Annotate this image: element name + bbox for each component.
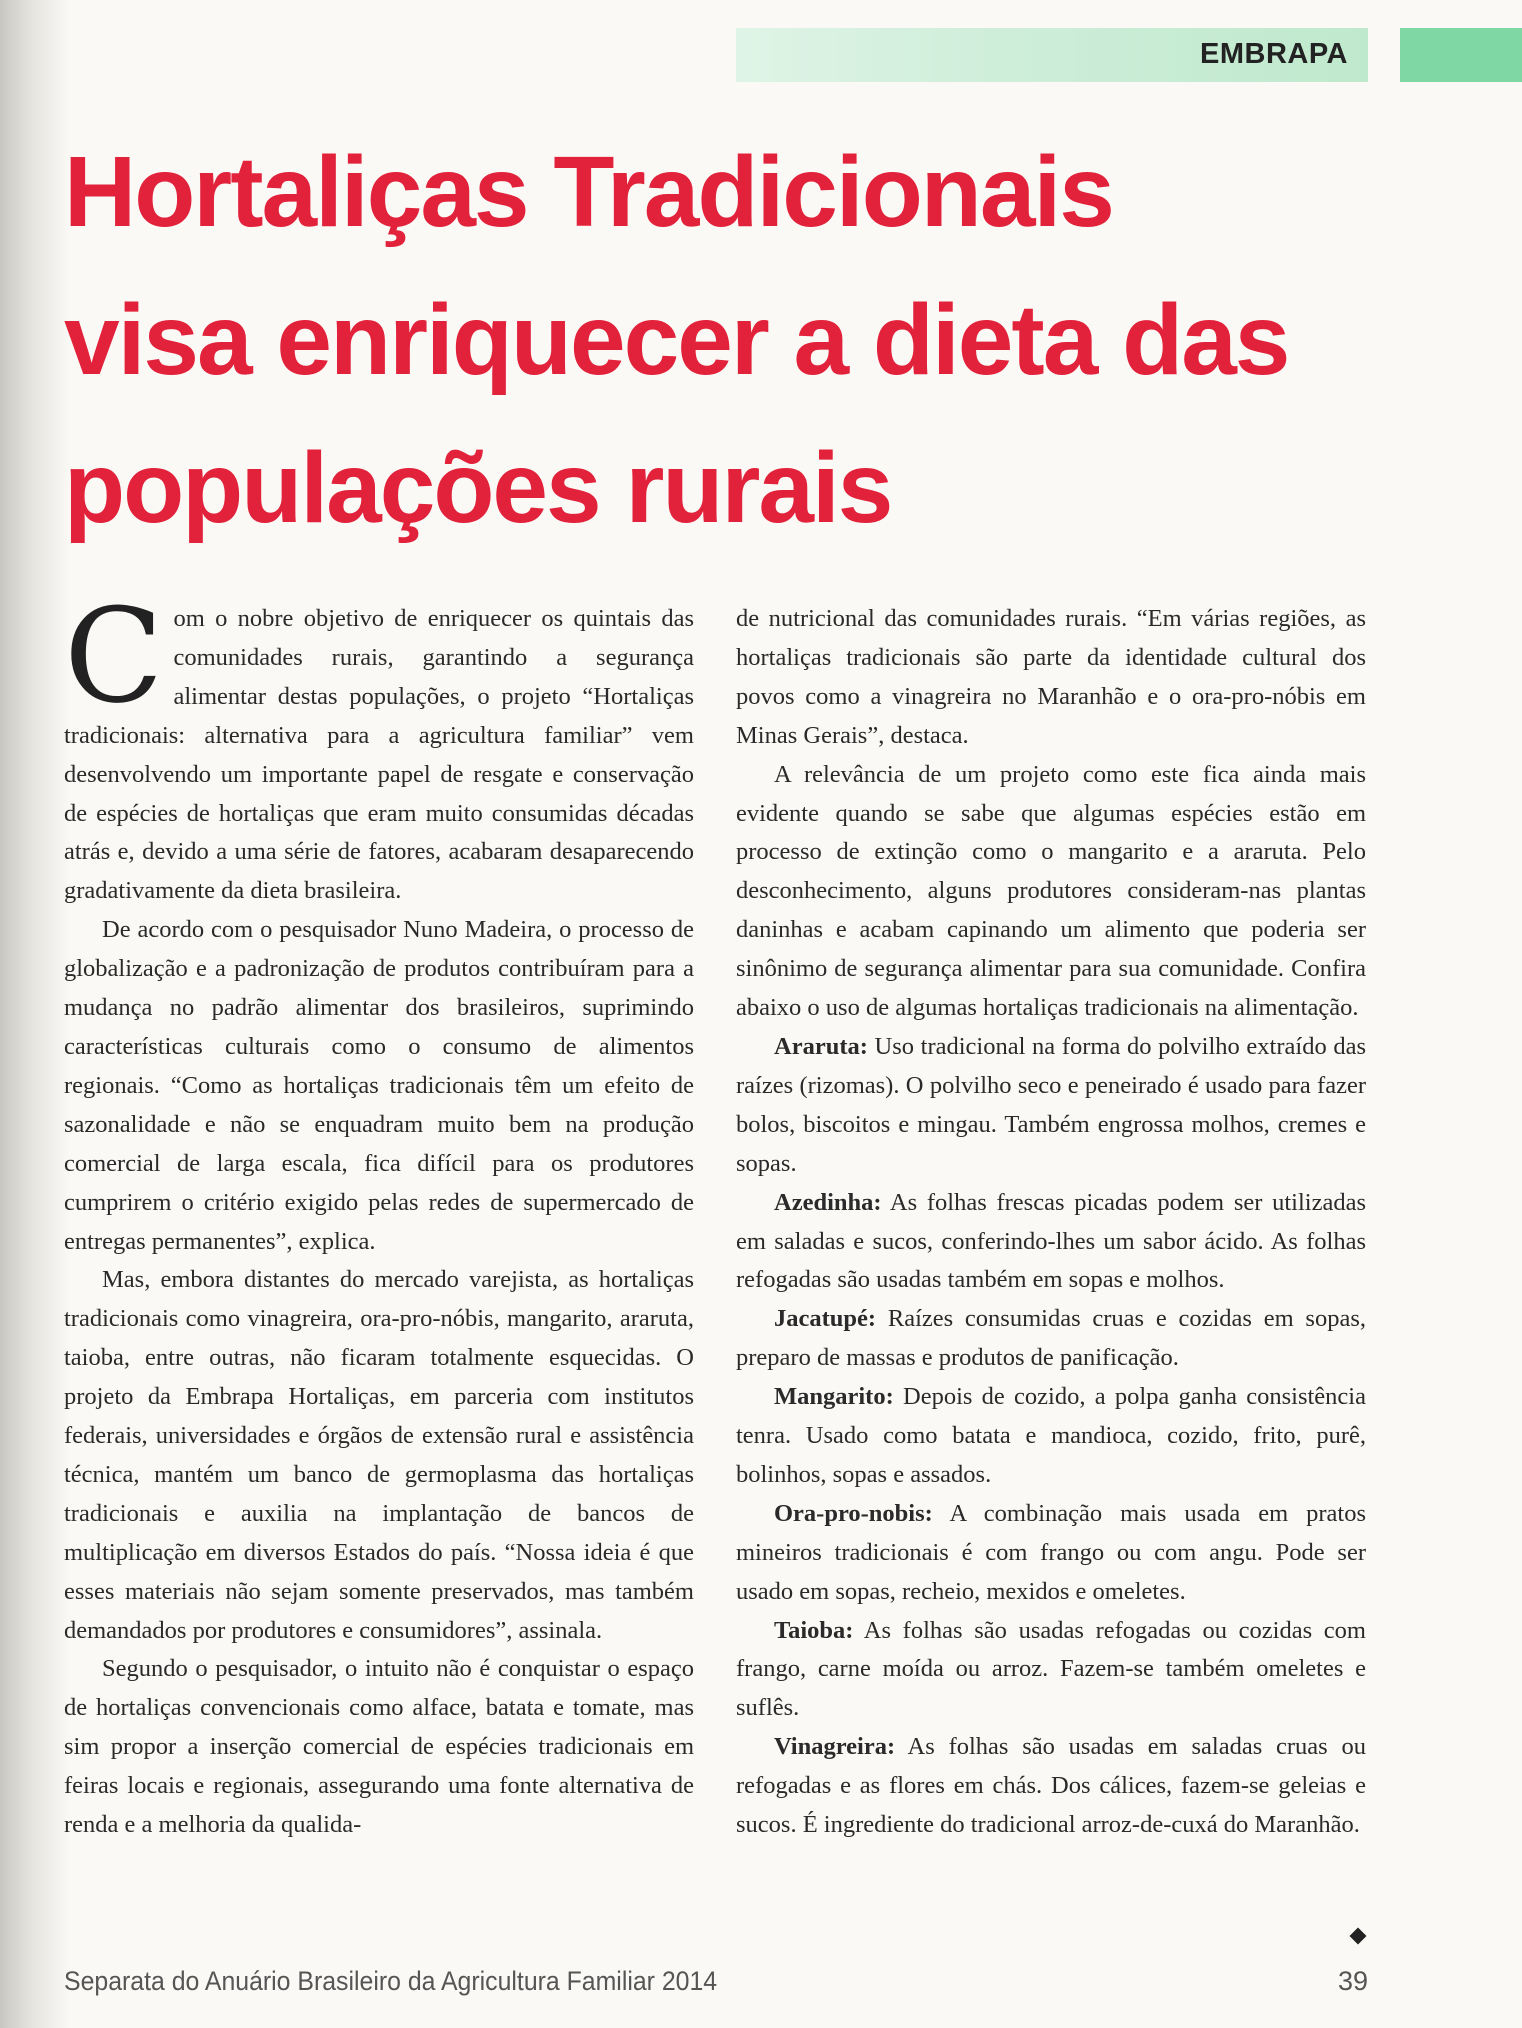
use-term: Azedinha: bbox=[774, 1188, 882, 1216]
drop-cap: C bbox=[64, 580, 164, 732]
use-item-vinagreira: Vinagreira: As folhas são usadas em saladas cruas ou refogadas e as flores em chás. Dos cálices, fazem-se geleias e sucos. É ingrediente do tradicional arroz-de-cuxá do Maranhão. bbox=[736, 1733, 1366, 1839]
article-paragraph: Segundo o pesquisador, o intuito não é conquistar o espaço de hortaliças convencionais como alface, batata e tomate, mas sim propor a inserção comercial de espécies tradicionais em feiras locais e regionais, assegurando uma fonte alternativa de renda e a melhoria da qualida- bbox=[64, 1655, 694, 1839]
use-item-taioba: Taioba: As folhas são usadas refogadas ou cozidas com frango, carne moída ou arroz. Fazem-se também omeletes e suflês. bbox=[736, 1616, 1366, 1722]
page-number: 39 bbox=[1338, 1966, 1369, 1996]
use-item-mangarito: Mangarito: Depois de cozido, a polpa ganha consistência tenra. Usado como batata e mandioca, cozido, frito, purê, bolinhos, sopas e assados. bbox=[736, 1383, 1366, 1488]
section-label: EMBRAPA bbox=[1200, 38, 1348, 70]
use-item-jacatupe: Jacatupé: Raízes consumidas cruas e cozidas em sopas, preparo de massas e produtos de panificação. bbox=[736, 1305, 1366, 1372]
section-header-bar bbox=[736, 28, 1368, 82]
use-term: Araruta: bbox=[774, 1032, 868, 1060]
use-term: Jacatupé: bbox=[774, 1305, 877, 1333]
article-headline bbox=[64, 118, 1364, 562]
article-column-right bbox=[736, 600, 1366, 1845]
use-item-ora-pro-nobis: Ora-pro-nobis: A combinação mais usada em pratos mineiros tradicionais é com frango ou com angu. Pode ser usado em sopas, recheio, mexidos e omeletes. bbox=[736, 1499, 1366, 1605]
use-term: Taioba: bbox=[774, 1616, 854, 1644]
use-term: Mangarito: bbox=[774, 1383, 894, 1411]
headline-line-3: populações rurais bbox=[64, 432, 892, 544]
page-spine-shadow bbox=[0, 0, 70, 2028]
use-term: Ora-pro-nobis: bbox=[774, 1499, 933, 1527]
headline-line-1: Hortaliças Tradicionais bbox=[64, 136, 1113, 248]
article-paragraph: Com o nobre objetivo de enriquecer os quintais das comunidades rurais, garantindo a segurança alimentar destas populações, o projeto “Hortaliças tradicionais: alternativa para a agricultura familiar” vem desenvolvendo um importante papel de resgate e conservação de espécies de hortaliças que eram muito consumidas décadas atrás e, devido a uma série de fatores, acabaram desaparecendo gradativamente da dieta brasileira. bbox=[64, 580, 694, 905]
article-paragraph: A relevância de um projeto como este fica ainda mais evidente quando se sabe que algumas espécies estão em processo de extinção como o mangarito e a araruta. Pelo desconhecimento, alguns produtores consideram-nas plantas daninhas e acabam capinando um alimento que poderia ser sinônimo de segurança alimentar para sua comunidade. Confira abaixo o uso de algumas hortaliças tradicionais na alimentação. bbox=[736, 760, 1366, 1022]
page-corner-tab bbox=[1400, 28, 1522, 82]
use-item-araruta: Araruta: Uso tradicional na forma do polvilho extraído das raízes (rizomas). O polvilho seco e peneirado é usado para fazer bolos, biscoitos e mingau. Também engrossa molhos, cremes e sopas. bbox=[736, 1032, 1366, 1177]
article-column-left bbox=[64, 580, 694, 1845]
article-paragraph: De acordo com o pesquisador Nuno Madeira, o processo de globalização e a padronização de produtos contribuíram para a mudança no padrão alimentar dos brasileiros, suprimindo características culturais como o consumo de alimentos regionais. “Como as hortaliças tradicionais têm um efeito de sazonalidade e não se enquadram muito bem na produção comercial de larga escala, fica difícil para os produtores cumprirem o critério exigido pelas redes de supermercado de entregas permanentes”, explica. bbox=[64, 916, 694, 1255]
use-item-azedinha: Azedinha: As folhas frescas picadas podem ser utilizadas em saladas e sucos, conferindo-lhes um sabor ácido. As folhas refogadas são usadas também em sopas e molhos. bbox=[736, 1188, 1366, 1294]
article-paragraph: Mas, embora distantes do mercado varejista, as hortaliças tradicionais como vinagreira, ora-pro-nóbis, mangarito, araruta, taioba, entre outras, não ficaram totalmente esquecidas. O projeto da Embrapa Hortaliças, em parceria com institutos federais, universidades e órgãos de extensão rural e assistência técnica, mantém um banco de germoplasma das hortaliças tradicionais e auxilia na implantação de bancos de multiplicação em diversos Estados do país. “Nossa ideia é que esses materiais não sejam somente preservados, mas também demandados por produtores e consumidores”, assinala. bbox=[64, 1266, 694, 1644]
article-end-diamond-icon bbox=[1350, 1928, 1367, 1945]
headline-line-2: visa enriquecer a dieta das bbox=[64, 284, 1289, 396]
article-paragraph: de nutricional das comunidades rurais. “Em várias regiões, as hortaliças tradicionais são parte da identidade cultural dos povos como a vinagreira no Maranhão e o ora-pro-nóbis em Minas Gerais”, destaca. bbox=[736, 605, 1366, 749]
use-term: Vinagreira: bbox=[774, 1733, 896, 1761]
footer-publication: Separata do Anuário Brasileiro da Agricultura Familiar 2014 bbox=[64, 1966, 718, 1996]
